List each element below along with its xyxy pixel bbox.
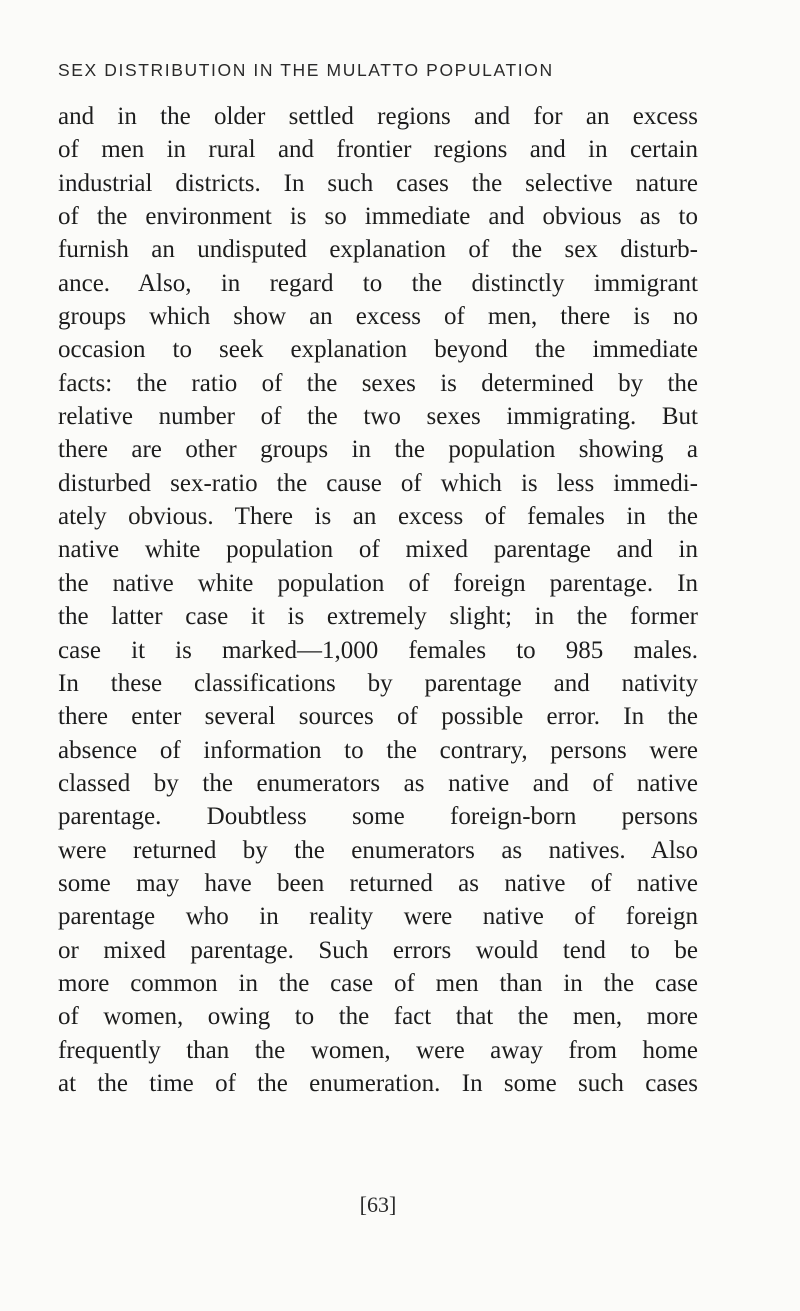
text-line: of women, owing to the fact that the men, more bbox=[58, 1003, 698, 1031]
text-line: In these classifications by parentage and nativity bbox=[58, 669, 698, 697]
text-line: ance. Also, in regard to the distinctly immigrant bbox=[58, 269, 698, 297]
text-line: there enter several sources of possible error. In the bbox=[58, 703, 698, 731]
text-line: and in the older settled regions and for an excess bbox=[58, 103, 698, 130]
text-line: of the environment is so immediate and obvious as to bbox=[58, 203, 698, 231]
text-line: furnish an undisputed explanation of the sex disturb- bbox=[58, 236, 698, 264]
text-line: native white population of mixed parentage and in bbox=[58, 536, 698, 564]
text-line: parentage. Doubtless some foreign-born persons bbox=[58, 803, 698, 831]
text-line: parentage who in reality were native of foreign bbox=[58, 903, 698, 931]
text-line: some may have been returned as native of native bbox=[58, 869, 698, 897]
book-page bbox=[58, 0, 698, 1311]
text-line: or mixed parentage. Such errors would tend to be bbox=[58, 936, 698, 964]
text-line: the native white population of foreign parentage. In bbox=[58, 569, 698, 597]
text-line: at the time of the enumeration. In some such cases bbox=[58, 1069, 698, 1097]
text-line: there are other groups in the population showing a bbox=[58, 436, 698, 464]
text-line: industrial districts. In such cases the selective nature bbox=[58, 169, 698, 197]
text-line: frequently than the women, were away from home bbox=[58, 1036, 698, 1064]
text-line: facts: the ratio of the sexes is determined by the bbox=[58, 369, 698, 397]
running-title: SEX DISTRIBUTION IN THE MULATTO POPULATION bbox=[58, 60, 554, 80]
text-line: occasion to seek explanation beyond the immediate bbox=[58, 336, 698, 364]
text-line: relative number of the two sexes immigrating. But bbox=[58, 403, 698, 431]
text-line: were returned by the enumerators as natives. Also bbox=[58, 836, 698, 864]
text-line: case it is marked—1,000 females to 985 males. bbox=[58, 636, 698, 664]
text-line: ately obvious. There is an excess of females in the bbox=[58, 503, 698, 531]
body-text bbox=[58, 100, 698, 1100]
text-line: classed by the enumerators as native and of native bbox=[58, 769, 698, 797]
text-line: groups which show an excess of men, there is no bbox=[58, 303, 698, 331]
text-line: more common in the case of men than in the case bbox=[58, 969, 698, 997]
text-line: absence of information to the contrary, persons were bbox=[58, 736, 698, 764]
text-line: disturbed sex-ratio the cause of which is less immedi- bbox=[58, 469, 698, 497]
text-line: the latter case it is extremely slight; in the former bbox=[58, 603, 698, 631]
page-number: [63] bbox=[359, 1192, 397, 1217]
text-line: of men in rural and frontier regions and in certain bbox=[58, 136, 698, 164]
